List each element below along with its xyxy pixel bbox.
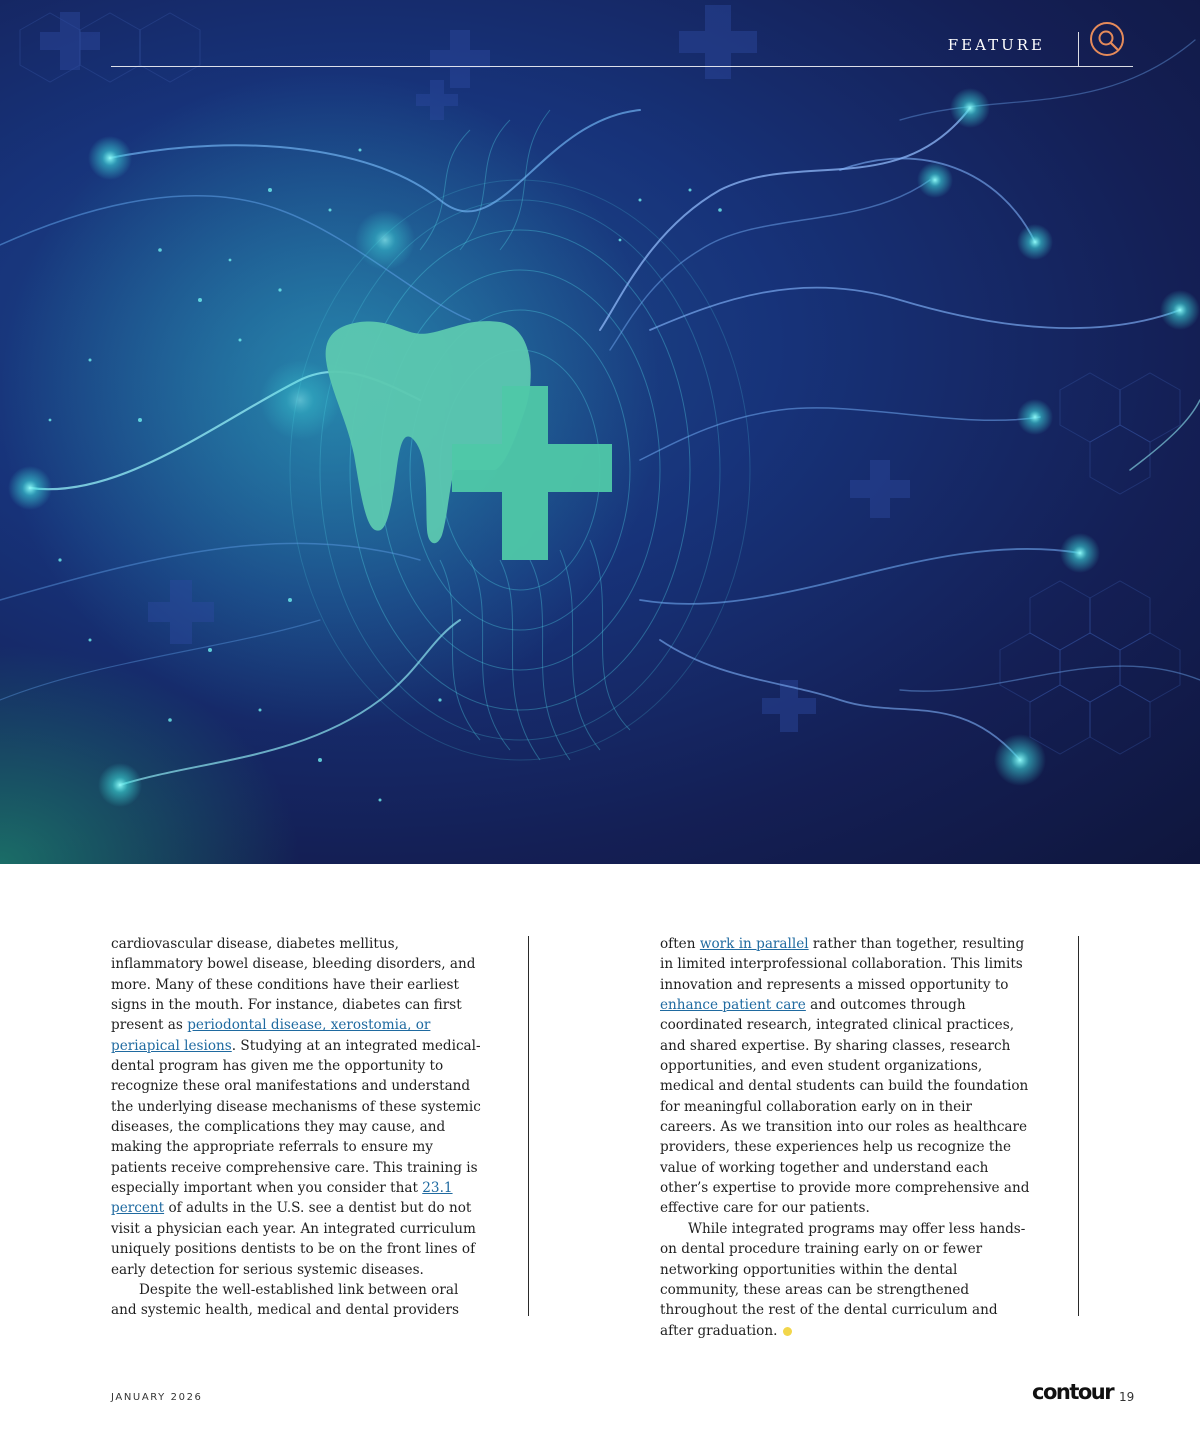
search-button[interactable] [1090,22,1124,56]
text-run: cardiovascular disease, diabetes mellitus, inflammatory bowel disease, bleeding disorders, and more. Many of these conditions have their earliest signs in the mouth. For instance, diabetes can first present as [111,936,476,1034]
article-column-2 [660,934,1030,1341]
section-label: FEATURE [947,36,1045,54]
paragraph: Despite the well-established link between oral and systemic health, medical and dental providers [111,1281,459,1319]
link-23-percent[interactable]: 23.1 percent [111,1180,453,1217]
issue-date: JANUARY 2026 [111,1392,203,1403]
text-run: of adults in the U.S. see a dentist but do not visit a physician each year. An integrated curriculum uniquely positions dentists to be on the front lines of early detection for serious systemic diseases. [111,1200,476,1278]
article-column-1 [111,934,481,1321]
link-periodontal-disease[interactable]: periodontal disease, xerostomia, or periapical lesions [111,1017,431,1054]
text-run: and outcomes through coordinated research, integrated clinical practices, and shared expertise. By sharing classes, research opportunities, and even student organizations, medical and dental students can build the foundation for meaningful collaboration early on in their careers. As we transition into our roles as healthcare providers, these experiences help us recognize the value of working together and understand each other’s expertise to provide more comprehensive and effective care for our patients. [660,997,1030,1217]
column-divider [528,936,529,1316]
link-enhance-patient-care[interactable]: enhance patient care [660,997,806,1014]
text-run: . Studying at an integrated medical-dental program has given me the opportunity to recognize these oral manifestations and understand the underlying disease mechanisms of these systemic diseases, the complications they may cause, and making the appropriate referrals to ensure my patients receive comprehensive care. This training is especially important when you consider that [111,1037,481,1197]
text-run: rather than together, resulting in limited interprofessional collaboration. This limits innovation and represents a missed opportunity to [660,936,1025,993]
magazine-logo: contour [1032,1380,1114,1404]
end-mark-icon [783,1327,792,1336]
column-divider [1078,936,1079,1316]
link-work-in-parallel[interactable]: work in parallel [699,936,809,952]
header-divider [1078,32,1079,66]
text-run: often [660,936,700,952]
search-icon [1097,29,1119,51]
paragraph [660,934,1030,1219]
paragraph [111,934,481,1280]
header-rule [111,66,1133,67]
paragraph [660,1219,1030,1341]
page-number: 19 [1119,1390,1135,1404]
text-run: While integrated programs may offer less hands-on dental procedure training early on or fewer networking opportunities within the dental community, these areas can be strengthened throughout the rest of the dental curriculum and after graduation. [660,1220,1026,1339]
